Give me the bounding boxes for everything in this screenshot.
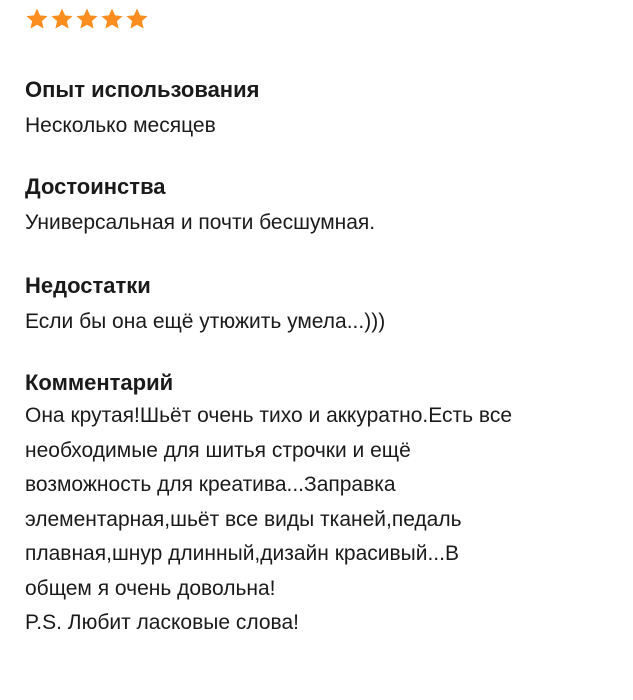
comment-line: возможность для креатива...Заправка (25, 473, 396, 496)
comment-line: Она крутая!Шьёт очень тихо и аккуратно.Есть все (25, 404, 513, 427)
star-icon (25, 7, 49, 31)
star-icon (75, 7, 99, 31)
experience-section (25, 76, 615, 143)
comment-line: P.S. Любит ласковые слова! (25, 611, 299, 634)
comment-section (25, 369, 615, 641)
cons-section (25, 272, 615, 339)
cons-title: Недостатки (25, 273, 151, 298)
star-icon (100, 7, 124, 31)
rating-stars (25, 6, 615, 32)
pros-title: Достоинства (25, 174, 166, 199)
experience-title: Опыт использования (25, 77, 260, 102)
comment-line: общем я очень довольна! (25, 576, 276, 600)
experience-text: Несколько месяцев (25, 114, 216, 137)
comment-line: необходимые для шитья строчки и ещё (25, 438, 411, 462)
star-icon (50, 7, 74, 31)
cons-text: Если бы она ещё утюжить умела...))) (25, 310, 386, 333)
pros-section (25, 173, 615, 240)
review-card (25, 6, 615, 641)
comment-line: элементарная,шьёт все виды тканей,педаль (25, 507, 462, 531)
comment-line: плавная,шнур длинный,дизайн красивый...В (25, 542, 459, 565)
comment-text (25, 399, 615, 641)
pros-text: Универсальная и почти бесшумная. (25, 211, 376, 234)
comment-title: Комментарий (25, 370, 174, 395)
star-icon (125, 7, 149, 31)
